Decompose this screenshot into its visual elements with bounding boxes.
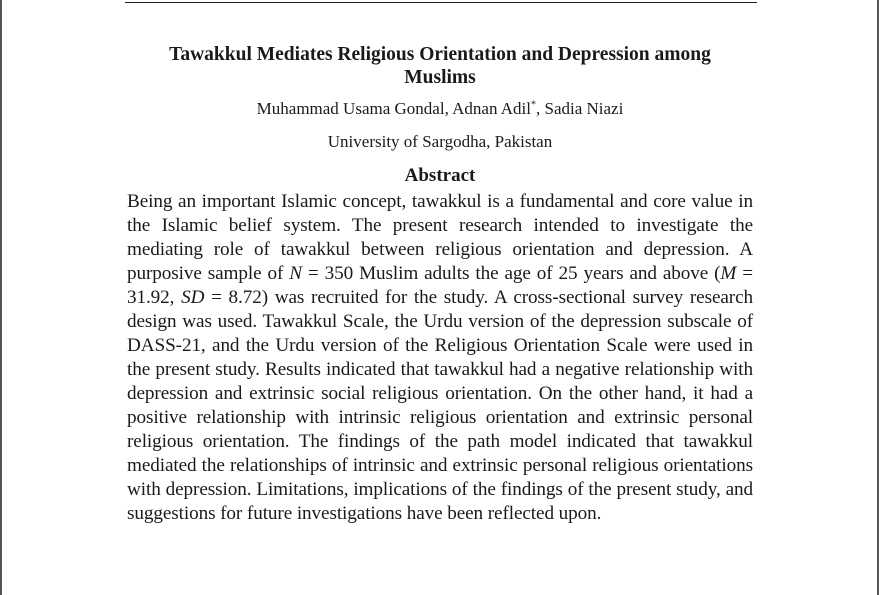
- author-separator: ,: [535, 99, 545, 118]
- author-name: Muhammad Usama Gondal: [256, 99, 445, 118]
- abstract-text-segment: = 31.92,: [127, 263, 753, 308]
- corresponding-author-mark: *: [530, 99, 536, 111]
- paper-first-page: [127, 43, 753, 526]
- abstract-text-segment: = 350 Muslim adults the age of 25 years and above (: [301, 263, 721, 284]
- statistic-symbol: M: [720, 263, 737, 284]
- affiliation: University of Sargodha, Pakistan: [327, 132, 553, 151]
- author-list: [127, 99, 753, 119]
- author-name: Adnan Adil: [452, 99, 531, 118]
- abstract-text: [127, 190, 753, 526]
- abstract-text-segment: = 8.72) was recruited for the study. A cross-sectional survey research design was used. Tawakkul Scale, the Urdu version of the depression subscale of DASS-21, and the Urdu version of the Religious Orientation Scale were used in the present study. Results indicated that tawakkul had a negative relationship with depression and extrinsic social religious orientation. On the other hand, it had a positive relationship with intrinsic religious orientation and extrinsic personal religious orientation. The findings of the path model indicated that tawakkul mediated the relationships of intrinsic and extrinsic personal religious orientations with depression. Limitations, implications of the findings of the present study, and suggestions for future investigations have been reflected upon.: [127, 287, 753, 524]
- author-name: Sadia Niazi: [544, 99, 624, 118]
- statistic-symbol: N: [289, 263, 302, 284]
- header-rule: [125, 2, 757, 3]
- abstract-text-segment: Being an important Islamic concept, tawakkul is a fundamental and core value in the Islamic belief system. The present research intended to investigate the mediating role of tawakkul between religious orientation and depression. A purposive sample of: [127, 191, 753, 284]
- author-separator: ,: [444, 99, 453, 118]
- paper-title: Tawakkul Mediates Religious Orientation and Depression among Muslims: [169, 44, 711, 88]
- statistic-symbol: SD: [181, 287, 205, 308]
- abstract-heading: Abstract: [404, 165, 476, 186]
